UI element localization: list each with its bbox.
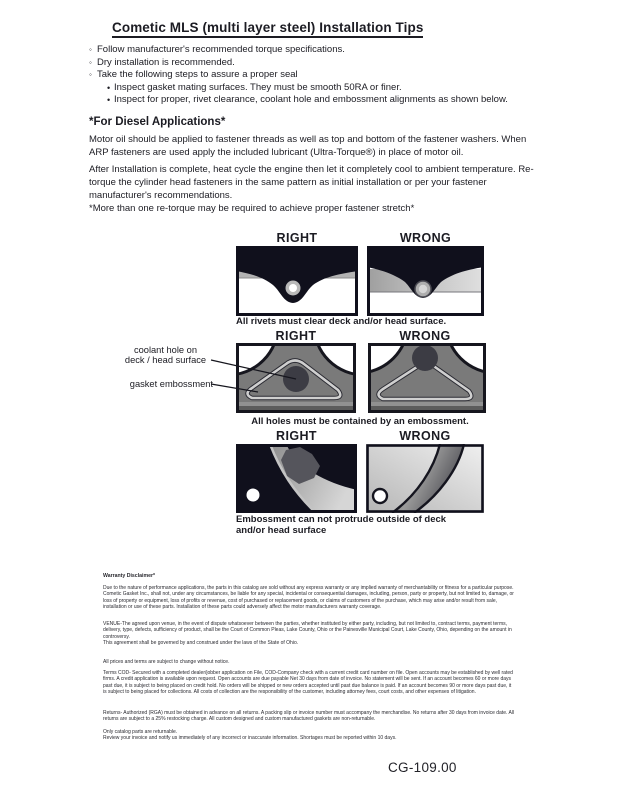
diagram-caption: Embossment can not protrude outside of deck and/or head surface (236, 514, 447, 536)
page-title: Cometic MLS (multi layer steel) Installation Tips (112, 20, 423, 38)
tip-text: Dry installation is recommended. (97, 56, 235, 68)
catalog-page-number: CG-109.00 (388, 760, 457, 775)
returns-paragraph: Returns- Authorized (RGA) must be obtained in advance on all returns. A packing slip or invoice number must accompany the merchandise. No returns after 30 days from invoice date. All returns are subject to a 25% restocking charge. All custom designed and custom manufactured gaskets are non-returnable. (103, 710, 515, 723)
protrusion-wrong-diagram (366, 444, 484, 513)
wrong-header: WRONG (399, 329, 451, 343)
circle-bullet-icon: ◦ (89, 57, 92, 67)
right-header: RIGHT (276, 231, 318, 245)
list-item (89, 44, 549, 57)
right-header: RIGHT (275, 329, 317, 343)
diesel-paragraph-1: Motor oil should be applied to fastener threads as well as top and bottom of the fastener washers. When ARP fasteners are used apply the included lubricant (Ultra-Torque®) in place of motor oil. (89, 134, 527, 158)
coolant-hole-label: coolant hole on deck / head surface (124, 345, 207, 366)
list-item (89, 69, 549, 82)
coolant-hole-icon (412, 345, 438, 371)
diesel-paragraph-2: After Installation is complete, heat cycle the engine then let it completely cool to ambient temperature. Re-torque the cylinder head fasteners in the same pattern as initial installation or per your fastener manufacturer's recommendations. (89, 164, 534, 201)
bolt-hole-icon (373, 489, 387, 503)
bolt-hole-icon (247, 489, 260, 502)
tip-text: Inspect gasket mating surfaces. They must be smooth 50RA or finer. (114, 81, 402, 93)
protrusion-right-diagram (236, 444, 357, 513)
tip-text: Follow manufacturer's recommended torque specifications. (97, 44, 345, 55)
wrong-header: WRONG (399, 231, 452, 245)
warranty-paragraph: Due to the nature of performance applications, the parts in this catalog are sold without any express warranty or any implied warranty of merchantability or fitness for a particular purpose. Cometic Gasket Inc., shall not, under any circumstances, be liable for any special, incidental or consequential damages, including, person, party or property, but not limited to, damage, or loss of property or equipment, loss of profits or revenue, cost of purchased or replacement goods, or claims of customers of the purchase, which may arise and/or result from sale, installation or use of these parts. Installation of these parts could adversely affect the motor manufacturers warranty coverage. (103, 585, 514, 610)
list-item (89, 82, 549, 95)
warranty-disclaimer-heading: Warranty Disclaimer* (103, 573, 155, 579)
diagram-caption: All rivets must clear deck and/or head surface. (236, 316, 447, 327)
retorque-note: *More than one re-torque may be required to achieve proper fastener stretch* (89, 203, 415, 214)
rivet-clearance-wrong-diagram (367, 246, 484, 316)
venue-paragraph: VENUE-The agreed upon venue, in the event of dispute whatsoever between the parties, whether instituted by either party, including, but not limited to, contract terms, payment terms, delivery, type, defects, sufficiency of product, shall be the Court of Common Pleas, Lake County, Ohio or the Painesville Municipal Court, Lake County, Ohio, depending on the amount in controversy. This agreement shall be governed by and construed under the laws of the State of Ohio. (103, 621, 512, 646)
returnable-note: Only catalog parts are returnable. Review your invoice and notify us immediately of any incorrect or inaccurate information. Shortages must be reported within 10 days. (103, 729, 397, 742)
wrong-header: WRONG (399, 429, 451, 443)
embossment-containment-diagrams (205, 341, 490, 415)
dot-bullet-icon: • (107, 82, 111, 93)
list-item (89, 94, 549, 107)
right-header: RIGHT (276, 429, 317, 443)
diagram-caption: All holes must be contained by an embossment. (251, 416, 469, 427)
gasket-embossment-label: gasket embossment (129, 379, 213, 389)
terms-paragraph: Terms COD- Secured with a completed dealer/jobber application on File, COD-Company check with a current credit card number on file. Open accounts may be established by well rated firms. A credit application is available upon request. Open accounts are due payable Net 30 days from date of invoice. No statement will be sent. If an account becomes 60 or more days past due, it is subject to being placed on credit hold. No orders will be shipped or new orders accepted until past due balance is paid. If an account becomes 90 or more days past due, it is subject to being placed for collections. All costs of collection are the responsibility of the customer, including attorney fees, court costs, and other expenses of litigation. (103, 670, 513, 695)
rivet-clearance-right-diagram (236, 246, 358, 316)
circle-bullet-icon: ◦ (89, 45, 92, 54)
diesel-section-heading: *For Diesel Applications* (89, 116, 226, 128)
tip-text: Take the following steps to assure a proper seal (97, 69, 298, 81)
list-item (89, 57, 549, 70)
circle-bullet-icon: ◦ (89, 70, 92, 80)
dot-bullet-icon: • (107, 95, 111, 106)
prices-line: All prices and terms are subject to change without notice. (103, 659, 230, 665)
installation-tips-list (89, 44, 549, 107)
tip-text: Inspect for proper, rivet clearance, coolant hole and embossment alignments as shown below. (114, 94, 508, 106)
